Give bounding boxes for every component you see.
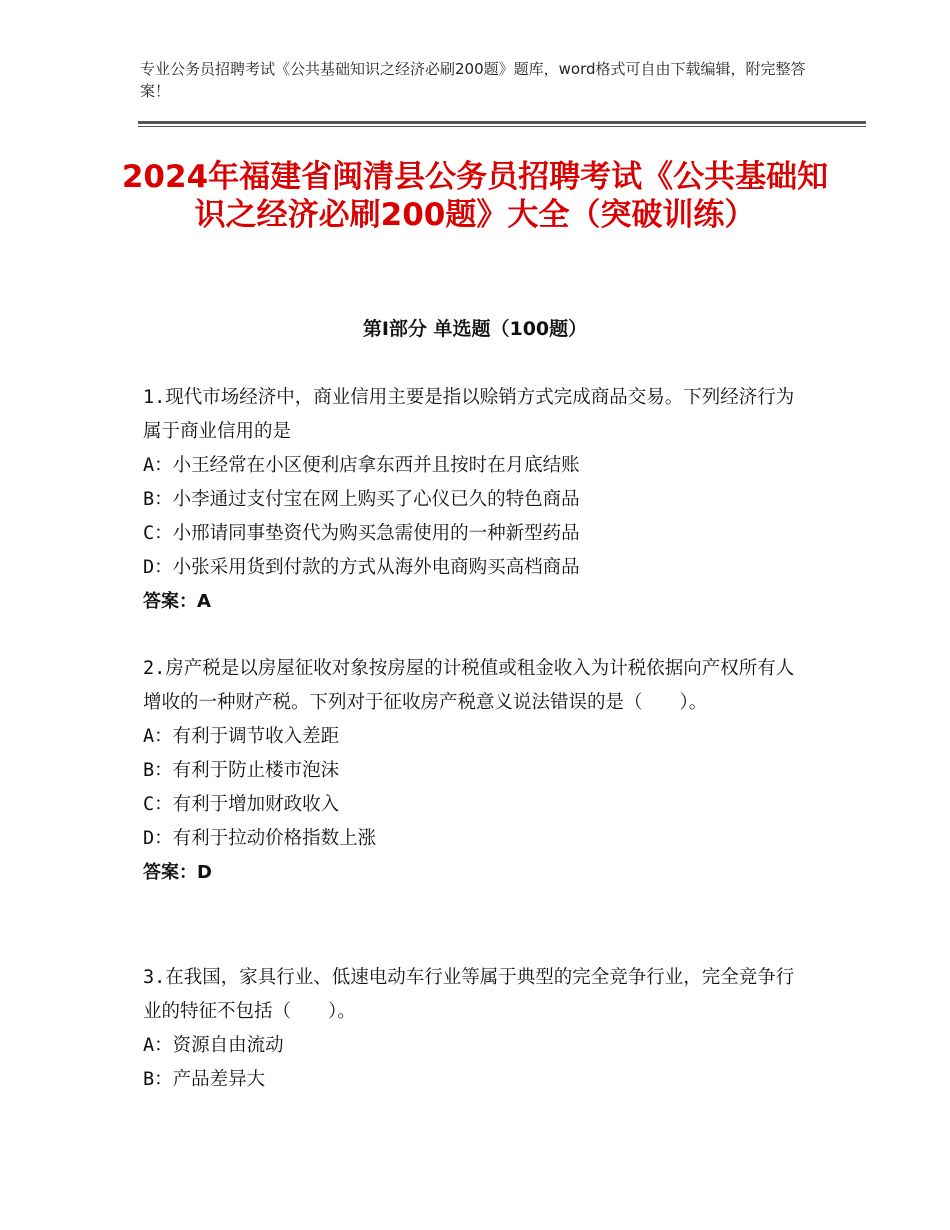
question-stem: 3.在我国，家具行业、低速电动车行业等属于典型的完全竞争行业，完全竞争行业的特征不包括（ ）。 (143, 967, 795, 1022)
option-d: D：有利于拉动价格指数上涨 (143, 828, 377, 849)
option-a: A：有利于调节收入差距 (143, 726, 340, 747)
option-c: C：有利于增加财政收入 (143, 794, 340, 815)
option-b: B：产品差异大 (143, 1069, 266, 1090)
answer: 答案：D (143, 862, 212, 883)
option-a: A：小王经常在小区便利店拿东西并且按时在月底结账 (143, 455, 580, 476)
option-c: C：小邢请同事垫资代为购买急需使用的一种新型药品 (143, 523, 580, 544)
option-a: A：资源自由流动 (143, 1035, 284, 1056)
option-d: D：小张采用货到付款的方式从海外电商购买高档商品 (143, 557, 580, 578)
question-3 (143, 961, 808, 1097)
option-b: B：有利于防止楼市泡沫 (143, 760, 340, 781)
question-stem: 2.房产税是以房屋征收对象按房屋的计税值或租金收入为计税依据向产权所有人增收的一种财产税。下列对于征收房产税意义说法错误的是（ ）。 (143, 658, 795, 713)
question-stem: 1.现代市场经济中，商业信用主要是指以赊销方式完成商品交易。下列经济行为属于商业信用的是 (143, 387, 795, 442)
header-rule-thin (138, 126, 866, 127)
header-note: 专业公务员招聘考试《公共基础知识之经济必刷200题》题库，word格式可自由下载编辑，附完整答案！ (140, 60, 806, 100)
question-1 (143, 381, 808, 619)
section-title: 第Ⅰ部分 单选题（100题） (362, 318, 588, 340)
question-2 (143, 652, 808, 890)
option-b: B：小李通过支付宝在网上购买了心仪已久的特色商品 (143, 489, 580, 510)
document-title: 2024年福建省闽清县公务员招聘考试《公共基础知识之经济必刷200题》大全（突破训练） (121, 159, 829, 233)
header-rule-thick (138, 121, 866, 124)
answer: 答案：A (143, 591, 211, 612)
